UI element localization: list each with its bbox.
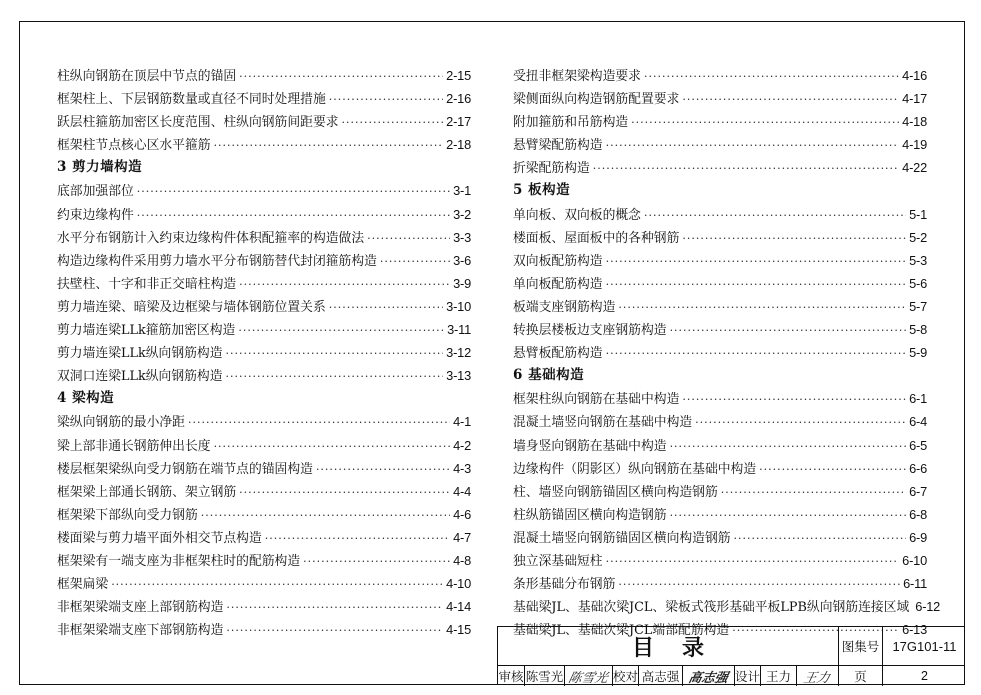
- toc-entry-page: 4-1: [453, 414, 471, 430]
- toc-entry: [57, 179, 471, 202]
- toc-entry-title: 悬臂梁配筋构造: [513, 138, 603, 154]
- toc-entry-title: 柱纵筋锚固区横向构造钢筋: [513, 507, 667, 523]
- toc-entry-title: 悬臂板配筋构造: [513, 346, 603, 362]
- toc-section-heading: [513, 364, 927, 387]
- toc-entry: [513, 341, 927, 364]
- toc-leader-dots: [618, 296, 906, 319]
- title-block: [497, 626, 965, 685]
- toc-heading-title: 6 基础构造: [513, 367, 585, 384]
- toc-entry-page: 5-7: [909, 298, 927, 314]
- toc-leader-dots: [214, 435, 451, 458]
- toc-entry-page: 3-12: [446, 345, 471, 361]
- toc-entry-page: 4-19: [902, 137, 927, 153]
- toc-entry: [57, 295, 471, 318]
- toc-entry: [513, 434, 927, 457]
- toc-entry: [513, 572, 927, 595]
- toc-entry-title: 墙身竖向钢筋在基础中构造: [513, 438, 667, 454]
- toc-entry-title: 跃层柱箍筋加密区长度范围、柱纵向钢筋间距要求: [57, 115, 339, 131]
- toc-right-column: [513, 64, 941, 641]
- toc-left-column: [57, 64, 471, 641]
- toc-entry-page: 5-8: [909, 322, 927, 338]
- toc-entry: [57, 480, 471, 503]
- toc-leader-dots: [226, 365, 444, 388]
- toc-leader-dots: [682, 88, 899, 111]
- toc-entry: [57, 133, 471, 156]
- toc-entry: [513, 64, 927, 87]
- toc-entry: [57, 249, 471, 272]
- toc-entry: [57, 618, 471, 641]
- toc-leader-dots: [137, 180, 450, 203]
- toc-leader-dots: [721, 481, 906, 504]
- toc-heading-title: 4 梁构造: [57, 390, 115, 407]
- toc-entry-title: 混凝土墙竖向钢筋锚固区横向构造钢筋: [513, 530, 731, 546]
- toc-entry-page: 6-11: [903, 576, 927, 592]
- toc-entry-page: 4-16: [902, 68, 927, 83]
- toc-entry-page: 4-4: [453, 483, 471, 499]
- title-block-row-2: [498, 666, 965, 686]
- toc-entry-title: 柱、墙竖向钢筋锚固区横向构造钢筋: [513, 484, 718, 500]
- toc-entry: [513, 387, 927, 410]
- reviewer-label: 审核: [498, 669, 524, 684]
- toc-leader-dots: [670, 319, 907, 342]
- toc-entry-page: 4-17: [902, 91, 927, 107]
- toc-leader-dots: [214, 134, 444, 157]
- toc-entry-page: 3-6: [453, 252, 471, 268]
- toc-leader-dots: [265, 527, 450, 550]
- toc-entry-page: 6-1: [909, 391, 927, 407]
- toc-entry-page: 3-2: [453, 206, 471, 222]
- toc-entry-page: 5-2: [909, 229, 927, 245]
- toc-heading-title: 3 剪力墙构造: [57, 159, 143, 176]
- toc-entry-page: 6-13: [902, 622, 927, 638]
- toc-entry-title: 水平分布钢筋计入约束边缘构件体积配箍率的构造做法: [57, 230, 365, 246]
- toc-entry: [57, 272, 471, 295]
- toc-leader-dots: [606, 250, 907, 273]
- toc-entry: [513, 156, 927, 179]
- toc-entry-title: 楼面板、屋面板中的各种钢筋: [513, 230, 680, 246]
- toc-entry: [513, 133, 927, 156]
- toc-entry-page: 3-3: [453, 229, 471, 245]
- toc-leader-dots: [329, 296, 443, 319]
- toc-entry-page: 4-6: [453, 506, 471, 522]
- toc-leader-dots: [226, 596, 443, 619]
- toc-entry: [57, 549, 471, 572]
- toc-entry-title: 梁侧面纵向构造钢筋配置要求: [513, 92, 680, 108]
- toc-entry-title: 独立深基础短柱: [513, 553, 603, 569]
- reviewer-signature-cell: [564, 666, 612, 686]
- toc-entry-title: 板端支座钢筋构造: [513, 299, 616, 315]
- toc-entry-page: 5-9: [909, 345, 927, 361]
- reviewer-name: 陈雪光: [524, 666, 564, 686]
- toc-entry-page: 3-9: [453, 275, 471, 291]
- toc-entry-page: 4-18: [902, 114, 927, 130]
- designer-name: 王力: [760, 666, 796, 686]
- toc-entry: [57, 572, 471, 595]
- toc-leader-dots: [201, 504, 450, 527]
- toc-entry: [57, 318, 471, 341]
- toc-entry-page: 5-3: [909, 252, 927, 268]
- toc-entry-title: 底部加强部位: [57, 184, 134, 200]
- toc-entry-title: 基础梁JL、基础次梁JCL端部配筋构造: [513, 623, 730, 639]
- toc-leader-dots: [695, 411, 906, 434]
- toc-section-heading: [513, 179, 927, 202]
- toc-leader-dots: [670, 504, 907, 527]
- toc-entry-title: 框架柱节点核心区水平箍筋: [57, 138, 211, 154]
- toc-entry-title: 非框架梁端支座上部钢筋构造: [57, 600, 224, 616]
- toc-entry-page: 6-5: [909, 437, 927, 453]
- toc-entry-title: 双向板配筋构造: [513, 253, 603, 269]
- toc-heading-title: 5 板构造: [513, 182, 571, 199]
- toc-leader-dots: [682, 227, 906, 250]
- toc-entry: [57, 110, 471, 133]
- designer-label: 设计: [734, 666, 760, 686]
- toc-entry-page: 3-13: [446, 368, 471, 384]
- toc-entry-title: 附加箍筋和吊筋构造: [513, 115, 629, 131]
- toc-entry-page: 6-6: [909, 460, 927, 476]
- checker-name: 高志强: [638, 666, 682, 686]
- toc-entry: [57, 457, 471, 480]
- toc-entry-title: 边缘构件（阴影区）纵向钢筋在基础中构造: [513, 461, 757, 477]
- toc-entry-page: 4-22: [902, 160, 927, 176]
- toc-entry-title: 梁上部非通长钢筋伸出长度: [57, 438, 211, 454]
- toc-entry-page: 4-10: [446, 576, 471, 592]
- toc-leader-dots: [734, 527, 907, 550]
- toc-entry: [57, 341, 471, 364]
- toc-leader-dots: [670, 435, 907, 458]
- toc-entry-page: 2-18: [446, 137, 471, 153]
- toc-entry-title: 楼层框架梁纵向受力钢筋在端节点的锚固构造: [57, 461, 313, 477]
- toc-entry-page: 4-7: [453, 529, 471, 545]
- toc-entry-title: 条形基础分布钢筋: [513, 577, 616, 593]
- toc-entry-title: 基础梁JL、基础次梁JCL、梁板式筏形基础平板LPB纵向钢筋连接区域: [513, 600, 910, 616]
- designer-signature: 王力: [802, 670, 832, 686]
- toc-entry: [57, 87, 471, 110]
- toc-entry: [513, 249, 927, 272]
- toc-leader-dots: [342, 111, 444, 134]
- reviewer-signature: 陈雪光: [566, 670, 610, 686]
- toc-entry-title: 构造边缘构件采用剪力墙水平分布钢筋替代封闭箍筋构造: [57, 253, 377, 269]
- page-number: 2: [882, 666, 966, 686]
- toc-entry-page: 6-8: [909, 506, 927, 522]
- toc-entry-title: 扶壁柱、十字和非正交暗柱构造: [57, 276, 237, 292]
- toc-leader-dots: [618, 573, 900, 596]
- toc-entry: [57, 503, 471, 526]
- toc-leader-dots: [137, 204, 450, 227]
- toc-leader-dots: [239, 273, 450, 296]
- toc-entry-title: 转换层楼板边支座钢筋构造: [513, 323, 667, 339]
- toc-entry-title: 柱纵向钢筋在顶层中节点的锚固: [57, 69, 237, 84]
- designer-signature-cell: [796, 666, 838, 686]
- toc-leader-dots: [111, 573, 443, 596]
- toc-entry: [513, 87, 927, 110]
- toc-entry-title: 框架柱纵向钢筋在基础中构造: [513, 392, 680, 408]
- checker-signature-cell: [682, 666, 734, 686]
- toc-leader-dots: [606, 550, 900, 573]
- toc-entry: [57, 526, 471, 549]
- toc-leader-dots: [606, 342, 907, 365]
- toc-entry-title: 剪力墙连梁LLk箍筋加密区构造: [57, 323, 236, 339]
- toc-entry: [57, 364, 471, 387]
- title-block-row-1: [498, 627, 965, 666]
- toc-entry: [57, 410, 471, 433]
- toc-entry-page: 6-12: [915, 599, 941, 615]
- toc-entry-title: 约束边缘构件: [57, 207, 134, 223]
- toc-entry-page: 4-14: [446, 599, 471, 615]
- toc-entry-page: 4-15: [446, 622, 471, 638]
- toc-entry-page: 4-2: [453, 437, 471, 453]
- toc-entry-page: 3-11: [447, 322, 471, 338]
- toc-leader-dots: [238, 319, 444, 342]
- toc-leader-dots: [226, 619, 443, 642]
- toc-entry-title: 受扭非框架梁构造要求: [513, 69, 641, 84]
- toc-entry: [57, 434, 471, 457]
- toc-entry: [513, 549, 927, 572]
- toc-entry: [513, 203, 927, 226]
- toc-entry: [513, 318, 927, 341]
- toc-entry: [513, 503, 927, 526]
- toc-entry: [57, 595, 471, 618]
- atlas-number: 17G101-11: [882, 627, 966, 665]
- toc-entry-title: 剪力墙连梁、暗梁及边框梁与墙体钢筋位置关系: [57, 299, 326, 315]
- checker-signature: 高志强: [686, 670, 730, 686]
- toc-entry-page: 6-10: [902, 552, 927, 568]
- toc-leader-dots: [239, 481, 450, 504]
- toc-entry-title: 框架柱上、下层钢筋数量或直径不同时处理措施: [57, 92, 326, 108]
- toc-entry-title: 单向板配筋构造: [513, 276, 603, 292]
- toc-section-heading: [57, 387, 471, 410]
- toc-entry-title: 折梁配筋构造: [513, 161, 590, 177]
- toc-entry: [513, 410, 927, 433]
- toc-entry-page: 6-7: [909, 483, 927, 499]
- toc-leader-dots: [303, 550, 450, 573]
- toc-entry-page: 6-4: [909, 414, 927, 430]
- toc-section-heading: [57, 156, 471, 179]
- document-title: 目录: [631, 634, 732, 661]
- toc-entry-page: 5-6: [909, 275, 927, 291]
- toc-entry-title: 双洞口连梁LLk纵向钢筋构造: [57, 369, 223, 385]
- toc-entry: [513, 457, 927, 480]
- toc-leader-dots: [644, 204, 906, 227]
- atlas-number-label: 图集号: [838, 627, 882, 665]
- toc-entry-title: 框架梁下部纵向受力钢筋: [57, 507, 198, 523]
- toc-leader-dots: [329, 88, 443, 111]
- toc-leader-dots: [682, 388, 906, 411]
- toc-entry: [513, 110, 927, 133]
- toc-entry-page: 6-9: [909, 529, 927, 545]
- toc-entry-page: 5-1: [909, 206, 927, 222]
- toc-entry-title: 非框架梁端支座下部钢筋构造: [57, 623, 224, 639]
- toc-leader-dots: [239, 65, 443, 88]
- toc-leader-dots: [188, 411, 450, 434]
- page-label: 页: [838, 666, 882, 686]
- checker-label: 校对: [612, 666, 638, 686]
- toc-entry-page: 4-8: [453, 552, 471, 568]
- toc-leader-dots: [606, 273, 907, 296]
- toc-leader-dots: [644, 65, 899, 88]
- toc-entry-title: 框架扁梁: [57, 577, 109, 593]
- toc-entry: [57, 203, 471, 226]
- toc-entry-title: 框架梁有一端支座为非框架柱时的配筋构造: [57, 553, 301, 569]
- toc-entry-title: 单向板、双向板的概念: [513, 207, 641, 223]
- toc-entry-page: 4-3: [453, 460, 471, 476]
- toc-leader-dots: [593, 157, 899, 180]
- toc-entry-title: 混凝土墙竖向钢筋在基础中构造: [513, 415, 693, 431]
- toc-entry-page: 2-17: [446, 114, 471, 130]
- toc-leader-dots: [606, 134, 900, 157]
- toc-entry: [513, 272, 927, 295]
- toc-entry: [513, 295, 927, 318]
- toc-entry: [57, 226, 471, 249]
- toc-entry-title: 剪力墙连梁LLk纵向钢筋构造: [57, 346, 223, 362]
- toc-entry-page: 2-15: [446, 68, 471, 83]
- toc-leader-dots: [380, 250, 450, 273]
- toc-leader-dots: [316, 458, 450, 481]
- toc-entry: [513, 526, 927, 549]
- toc-entry: [513, 595, 941, 618]
- toc-entry-title: 框架梁上部通长钢筋、架立钢筋: [57, 484, 237, 500]
- toc-entry: [513, 226, 927, 249]
- toc-entry-page: 2-16: [446, 91, 471, 107]
- toc-entry: [513, 480, 927, 503]
- toc-entry-page: 3-10: [446, 298, 471, 314]
- toc-leader-dots: [631, 111, 899, 134]
- toc-entry: [57, 64, 471, 87]
- toc-entry-page: 3-1: [453, 183, 471, 199]
- toc-leader-dots: [367, 227, 450, 250]
- toc-leader-dots: [226, 342, 444, 365]
- toc-entry-title: 梁纵向钢筋的最小净距: [57, 415, 185, 431]
- toc-leader-dots: [759, 458, 906, 481]
- toc-entry-title: 楼面梁与剪力墙平面外相交节点构造: [57, 530, 262, 546]
